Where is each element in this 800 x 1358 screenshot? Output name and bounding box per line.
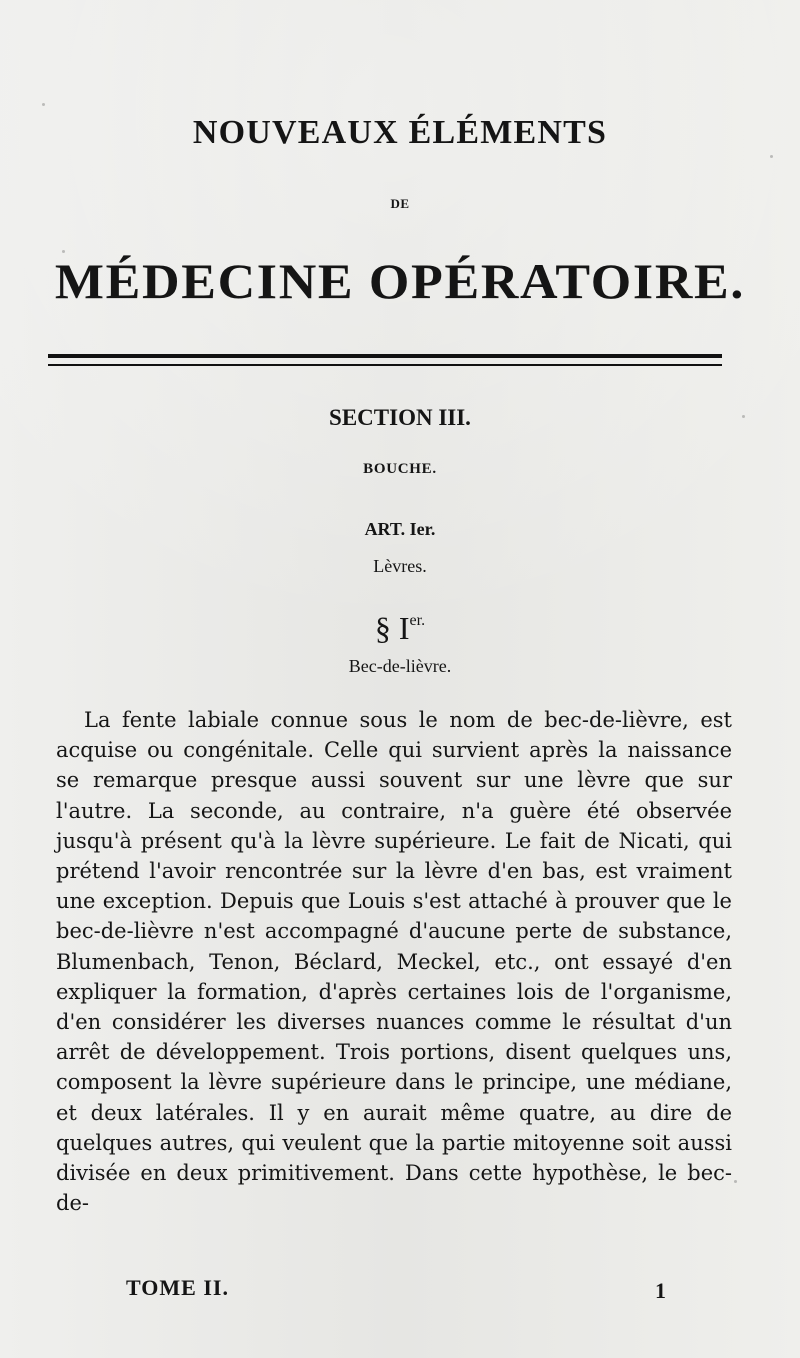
article-heading: ART. Ier. <box>364 519 436 539</box>
title-rule-thick <box>48 354 722 358</box>
paragraph-title: Bec-de-lièvre. <box>348 656 452 676</box>
paper-speck <box>770 155 773 158</box>
page-number: 1 <box>655 1278 666 1303</box>
paragraph-suffix: er. <box>409 612 426 629</box>
book-title-second-line: MÉDECINE OPÉRATOIRE. <box>54 253 746 309</box>
section-heading: SECTION III. <box>329 405 471 430</box>
book-title-connector: DE <box>390 196 410 211</box>
paper-speck <box>42 103 45 106</box>
section-subject: BOUCHE. <box>363 461 437 477</box>
paragraph-mark: § I <box>374 610 410 646</box>
paper-speck <box>734 1180 737 1183</box>
body-text: La fente labiale connue sous le nom de bec-de-lièvre, est acquise ou congénitale. Celle qui survient après la naissance se remarque presque aussi souvent sur une lèvre que sur l'autre. La seconde, au contraire, n'a guère été observée jusqu'à présent qu'à la lèvre supérieure. Le fait de Nicati, qui prétend l'avoir rencontrée sur la lèvre d'en bas, est vraiment une exception. Depuis que Louis s'est attaché à prouver que le bec-de-lièvre n'est accompagné d'aucune perte de substance, Blumenbach, Tenon, Béclard, Meckel, etc., ont essayé d'en expliquer la formation, d'après certaines lois de l'organisme, d'en considérer les diverses nuances comme le résultat d'un arrêt de développement. Trois portions, disent quelques uns, composent la lèvre supérieure dans le principe, une médiane, et deux latérales. Il y en aurait même quatre, au dire de quelques autres, qui veulent que la partie mitoyenne soit aussi divisée en deux primitivement. Dans cette hypothèse, le bec-de- <box>56 708 732 1216</box>
paragraph-heading <box>0 610 800 647</box>
article-title: Lèvres. <box>373 556 427 576</box>
book-title-first-line: NOUVEAUX ÉLÉMENTS <box>192 114 608 151</box>
title-rule-thin <box>48 364 722 366</box>
body-paragraph <box>56 705 732 1218</box>
volume-label: TOME II. <box>126 1275 229 1300</box>
